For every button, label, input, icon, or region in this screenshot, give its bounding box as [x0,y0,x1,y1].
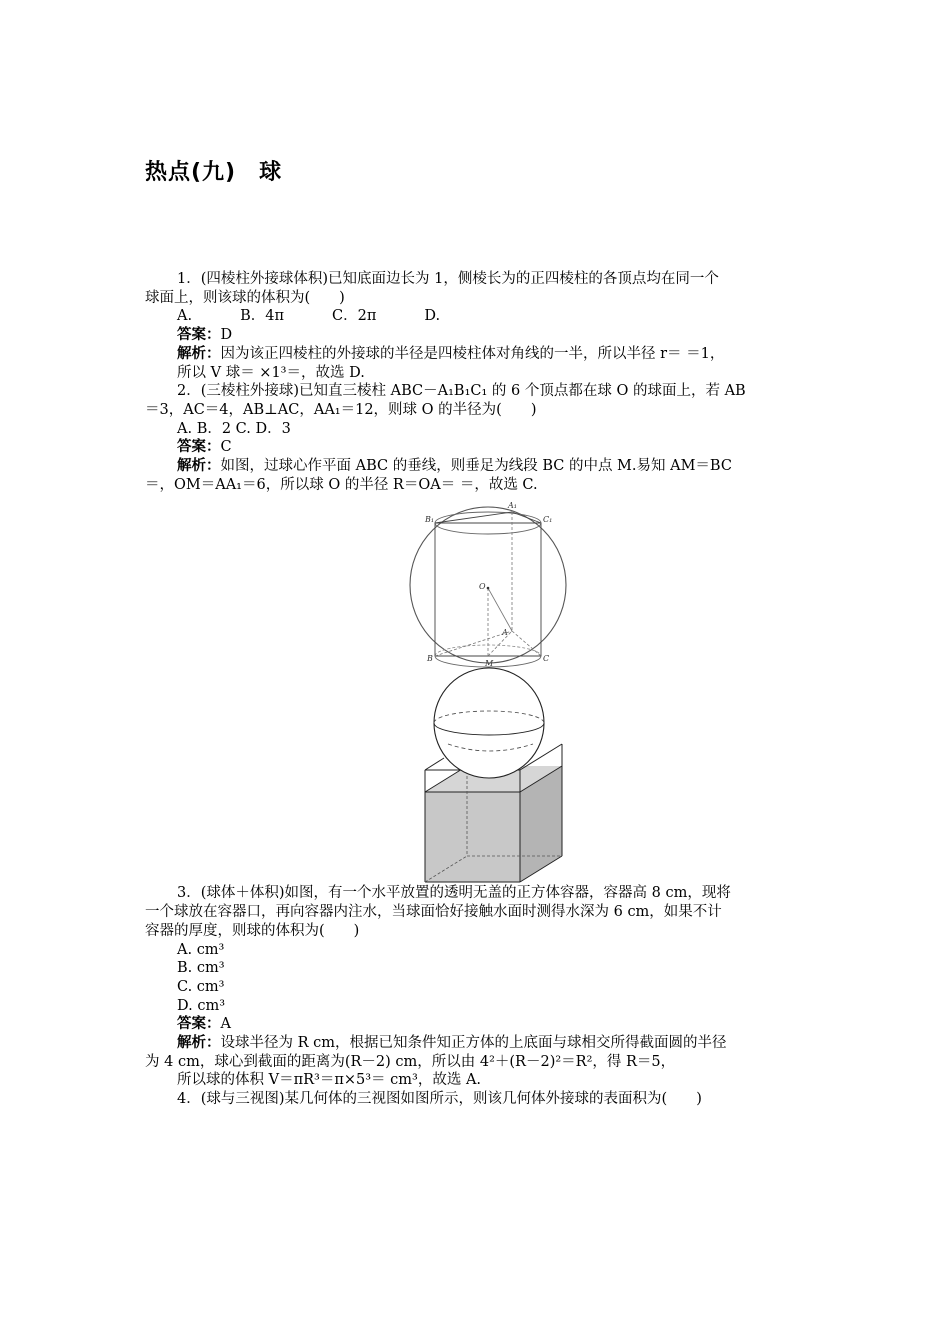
q3-answer-label: 答案： [177,1015,221,1033]
q3-stem-line1: 3．(球体＋体积)如图，有一个水平放置的透明无盖的正方体容器，容器高 8 cm，现将 [177,885,731,902]
prism-in-sphere-figure [145,496,807,668]
sphere-on-container-figure [145,666,807,884]
q1-stem-line2: 球面上，则该球的体积为( ) [145,289,345,306]
q3-analysis-text1: 设球半径为 R cm，根据已知条件知正方体的上底面与球相交所得截面圆的半径 [220,1035,727,1052]
q3-analysis-line1 [145,1034,807,1053]
q4-stem-line1: 4．(球与三视图)某几何体的三视图如图所示，则该几何体外接球的表面积为( ) [177,1091,702,1108]
q1-analysis-label: 解析： [177,344,221,362]
q3-choice-b: B. cm³ [177,960,225,977]
q2-stem-line2: ＝3，AC＝4，AB⊥AC，AA₁＝12，则球 O 的半径为( ) [145,401,537,418]
q2-answer-label: 答案： [177,438,221,456]
document-body [145,270,807,1109]
q3-stem-line2: 一个球放在容器口，再向容器内注水，当球面恰好接触水面时测得水深为 6 cm，如果不计 [145,904,722,921]
q2-choices: A. B．2 C. D．3 [177,420,291,437]
q3-answer [145,1015,807,1034]
q1-choice-b: B．4π [240,308,285,325]
label-a1: A₁ [508,501,517,511]
label-o: O [479,582,486,592]
q1-answer [145,326,807,345]
q3-answer-value: A [220,1016,231,1033]
q2-analysis-text1: 如图，过球心作平面 ABC 的垂线，则垂足为线段 BC 的中点 M.易知 AM＝BC [220,458,732,475]
q1-choice-c: C．2π [332,308,377,325]
q1-answer-value: D [220,327,233,344]
q3-stem-line3: 容器的厚度，则球的体积为( ) [145,922,360,939]
q1-analysis-line2: 所以 V 球＝ ×1³＝，故选 D. [177,364,365,381]
q1-choice-a: A. [177,308,193,325]
label-b: B [427,654,433,664]
q3-figure-container [145,666,807,884]
q1-analysis-line1 [145,345,807,364]
q1-answer-label: 答案： [177,326,221,344]
q2-analysis-label: 解析： [177,457,221,475]
q3-choice-c: C. cm³ [177,978,225,995]
page-title: 热点(九) 球 [145,160,283,185]
label-b1: B₁ [425,515,435,525]
q1-analysis-text1: 因为该正四棱柱的外接球的半径是四棱柱体对角线的一半，所以半径 r＝ ＝1， [220,345,725,362]
q2-answer [145,438,807,457]
label-m: M [485,659,494,669]
q3-analysis-line2: 为 4 cm，球心到截面的距离为(R－2) cm，所以由 4²＋(R－2)²＝R²，得 R＝5， [145,1053,676,1070]
q2-answer-value: C [220,439,232,456]
q2-figure-container [145,494,807,669]
q2-stem-line1: 2．(三棱柱外接球)已知直三棱柱 ABC－A₁B₁C₁ 的 6 个顶点都在球 O 的球面上，若 AB [177,383,746,400]
q1-stem-line1: 1．(四棱柱外接球体积)已知底面边长为 1，侧棱长为的正四棱柱的各顶点均在同一个 [177,271,719,287]
label-a: A [502,628,508,638]
q2-analysis-line1 [145,457,807,476]
label-c: C [543,654,550,664]
q3-analysis-label: 解析： [177,1034,221,1052]
q3-choice-d: D. cm³ [177,997,226,1014]
q3-choice-a: A. cm³ [177,941,225,958]
q2-analysis-line2: ＝，OM＝AA₁＝6，所以球 O 的半径 R＝OA＝ ＝，故选 C. [145,476,538,493]
q3-analysis-line3: 所以球的体积 V＝πR³＝π×5³＝ cm³，故选 A. [177,1072,482,1089]
q1-choice-d: D. [424,308,441,325]
q1-choices [145,307,807,326]
label-c1: C₁ [543,515,553,525]
